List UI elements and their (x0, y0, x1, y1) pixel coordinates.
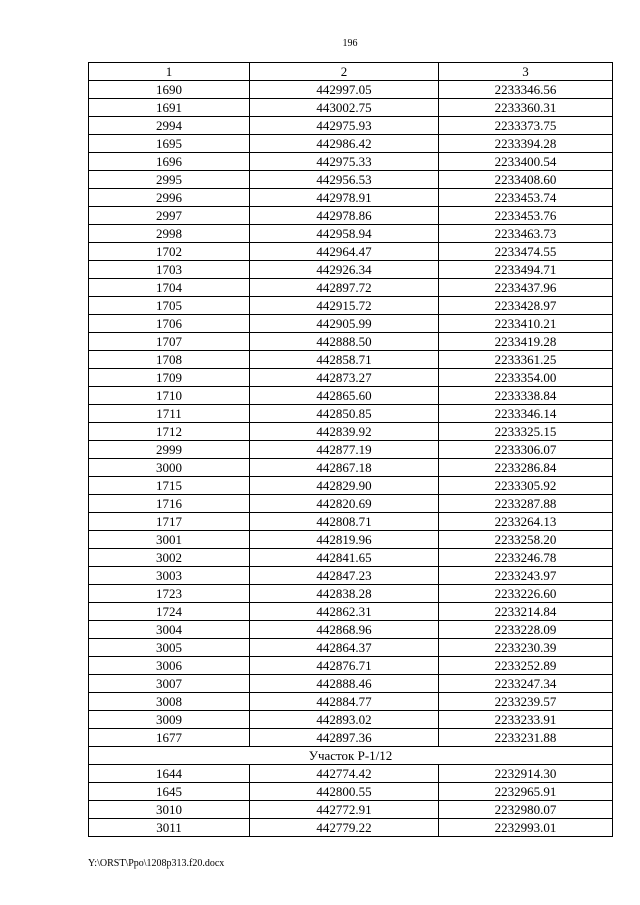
y-coordinate-cell: 2233361.25 (439, 351, 613, 369)
y-coordinate-cell: 2233230.39 (439, 639, 613, 657)
x-coordinate-cell: 442868.96 (250, 621, 439, 639)
table-row (89, 333, 613, 351)
y-coordinate-cell: 2233360.31 (439, 99, 613, 117)
x-coordinate-cell: 442964.47 (250, 243, 439, 261)
x-coordinate-cell: 442862.31 (250, 603, 439, 621)
y-coordinate-cell: 2233463.73 (439, 225, 613, 243)
section-row (89, 747, 613, 765)
x-coordinate-cell: 442839.92 (250, 423, 439, 441)
table-row (89, 621, 613, 639)
table-row (89, 765, 613, 783)
table-row (89, 477, 613, 495)
x-coordinate-cell: 442841.65 (250, 549, 439, 567)
table-row (89, 819, 613, 837)
x-coordinate-cell: 442864.37 (250, 639, 439, 657)
y-coordinate-cell: 2233428.97 (439, 297, 613, 315)
x-coordinate-cell: 442819.96 (250, 531, 439, 549)
point-number-cell: 1702 (89, 243, 250, 261)
page-number: 196 (342, 38, 358, 49)
point-number-cell: 1717 (89, 513, 250, 531)
point-number-cell: 2994 (89, 117, 250, 135)
section-title: Участок Р-1/12 (89, 747, 613, 765)
y-coordinate-cell: 2233231.88 (439, 729, 613, 747)
y-coordinate-cell: 2233453.74 (439, 189, 613, 207)
y-coordinate-cell: 2233252.89 (439, 657, 613, 675)
point-number-cell: 3001 (89, 531, 250, 549)
x-coordinate-cell: 442867.18 (250, 459, 439, 477)
table-row (89, 423, 613, 441)
point-number-cell: 2997 (89, 207, 250, 225)
point-number-cell: 1677 (89, 729, 250, 747)
x-coordinate-cell: 442873.27 (250, 369, 439, 387)
table-row (89, 783, 613, 801)
x-coordinate-cell: 442865.60 (250, 387, 439, 405)
x-coordinate-cell: 442978.86 (250, 207, 439, 225)
point-number-cell: 1716 (89, 495, 250, 513)
y-coordinate-cell: 2233373.75 (439, 117, 613, 135)
table-row (89, 261, 613, 279)
x-coordinate-cell: 442958.94 (250, 225, 439, 243)
x-coordinate-cell: 442838.28 (250, 585, 439, 603)
table-row (89, 153, 613, 171)
y-coordinate-cell: 2232980.07 (439, 801, 613, 819)
point-number-cell: 3009 (89, 711, 250, 729)
table-row (89, 207, 613, 225)
point-number-cell: 1723 (89, 585, 250, 603)
x-coordinate-cell: 442779.22 (250, 819, 439, 837)
y-coordinate-cell: 2233400.54 (439, 153, 613, 171)
table-header-row (89, 63, 613, 81)
point-number-cell: 1708 (89, 351, 250, 369)
y-coordinate-cell: 2233494.71 (439, 261, 613, 279)
point-number-cell: 1645 (89, 783, 250, 801)
coordinates-table (88, 62, 613, 837)
y-coordinate-cell: 2233394.28 (439, 135, 613, 153)
y-coordinate-cell: 2233246.78 (439, 549, 613, 567)
x-coordinate-cell: 442820.69 (250, 495, 439, 513)
point-number-cell: 3004 (89, 621, 250, 639)
point-number-cell: 2996 (89, 189, 250, 207)
table-row (89, 135, 613, 153)
table-row (89, 171, 613, 189)
table-row (89, 315, 613, 333)
column-header-3: 3 (439, 63, 613, 81)
y-coordinate-cell: 2233214.84 (439, 603, 613, 621)
x-coordinate-cell: 442858.71 (250, 351, 439, 369)
table-row (89, 801, 613, 819)
x-coordinate-cell: 442926.34 (250, 261, 439, 279)
x-coordinate-cell: 442986.42 (250, 135, 439, 153)
y-coordinate-cell: 2232993.01 (439, 819, 613, 837)
x-coordinate-cell: 442850.85 (250, 405, 439, 423)
point-number-cell: 1696 (89, 153, 250, 171)
table-row (89, 495, 613, 513)
x-coordinate-cell: 442772.91 (250, 801, 439, 819)
y-coordinate-cell: 2233226.60 (439, 585, 613, 603)
x-coordinate-cell: 442897.36 (250, 729, 439, 747)
table-row (89, 729, 613, 747)
point-number-cell: 3008 (89, 693, 250, 711)
y-coordinate-cell: 2233243.97 (439, 567, 613, 585)
y-coordinate-cell: 2233287.88 (439, 495, 613, 513)
x-coordinate-cell: 442975.93 (250, 117, 439, 135)
point-number-cell: 3000 (89, 459, 250, 477)
point-number-cell: 1707 (89, 333, 250, 351)
x-coordinate-cell: 442897.72 (250, 279, 439, 297)
table-row (89, 351, 613, 369)
footer-file-path: Y:\ORST\Ppo\1208p313.f20.docx (88, 858, 225, 869)
y-coordinate-cell: 2233346.14 (439, 405, 613, 423)
x-coordinate-cell: 442888.50 (250, 333, 439, 351)
point-number-cell: 3006 (89, 657, 250, 675)
table-row (89, 189, 613, 207)
y-coordinate-cell: 2233305.92 (439, 477, 613, 495)
table-row (89, 513, 613, 531)
point-number-cell: 1690 (89, 81, 250, 99)
x-coordinate-cell: 442774.42 (250, 765, 439, 783)
x-coordinate-cell: 442997.05 (250, 81, 439, 99)
point-number-cell: 1709 (89, 369, 250, 387)
point-number-cell: 3003 (89, 567, 250, 585)
point-number-cell: 2995 (89, 171, 250, 189)
table-row (89, 225, 613, 243)
point-number-cell: 1711 (89, 405, 250, 423)
x-coordinate-cell: 442893.02 (250, 711, 439, 729)
x-coordinate-cell: 442829.90 (250, 477, 439, 495)
table-body (89, 81, 613, 837)
y-coordinate-cell: 2233233.91 (439, 711, 613, 729)
table-row (89, 603, 613, 621)
table-row (89, 99, 613, 117)
point-number-cell: 3010 (89, 801, 250, 819)
x-coordinate-cell: 442808.71 (250, 513, 439, 531)
point-number-cell: 1706 (89, 315, 250, 333)
table-row (89, 387, 613, 405)
y-coordinate-cell: 2233410.21 (439, 315, 613, 333)
table-row (89, 117, 613, 135)
table-row (89, 279, 613, 297)
table-row (89, 657, 613, 675)
table-row (89, 369, 613, 387)
y-coordinate-cell: 2233264.13 (439, 513, 613, 531)
table-row (89, 297, 613, 315)
y-coordinate-cell: 2233408.60 (439, 171, 613, 189)
table-row (89, 243, 613, 261)
x-coordinate-cell: 442876.71 (250, 657, 439, 675)
x-coordinate-cell: 442956.53 (250, 171, 439, 189)
point-number-cell: 1695 (89, 135, 250, 153)
y-coordinate-cell: 2233325.15 (439, 423, 613, 441)
point-number-cell: 1710 (89, 387, 250, 405)
y-coordinate-cell: 2233419.28 (439, 333, 613, 351)
y-coordinate-cell: 2233354.00 (439, 369, 613, 387)
point-number-cell: 1705 (89, 297, 250, 315)
table-row (89, 459, 613, 477)
point-number-cell: 1703 (89, 261, 250, 279)
point-number-cell: 1712 (89, 423, 250, 441)
point-number-cell: 2999 (89, 441, 250, 459)
x-coordinate-cell: 443002.75 (250, 99, 439, 117)
x-coordinate-cell: 442884.77 (250, 693, 439, 711)
point-number-cell: 2998 (89, 225, 250, 243)
y-coordinate-cell: 2232965.91 (439, 783, 613, 801)
point-number-cell: 3002 (89, 549, 250, 567)
y-coordinate-cell: 2233306.07 (439, 441, 613, 459)
y-coordinate-cell: 2233247.34 (439, 675, 613, 693)
table-row (89, 405, 613, 423)
point-number-cell: 1724 (89, 603, 250, 621)
table-row (89, 549, 613, 567)
point-number-cell: 1704 (89, 279, 250, 297)
table-row (89, 693, 613, 711)
x-coordinate-cell: 442877.19 (250, 441, 439, 459)
table-row (89, 567, 613, 585)
y-coordinate-cell: 2233474.55 (439, 243, 613, 261)
y-coordinate-cell: 2233453.76 (439, 207, 613, 225)
y-coordinate-cell: 2233437.96 (439, 279, 613, 297)
point-number-cell: 3011 (89, 819, 250, 837)
point-number-cell: 1691 (89, 99, 250, 117)
column-header-2: 2 (250, 63, 439, 81)
x-coordinate-cell: 442847.23 (250, 567, 439, 585)
y-coordinate-cell: 2233258.20 (439, 531, 613, 549)
table-row (89, 531, 613, 549)
x-coordinate-cell: 442800.55 (250, 783, 439, 801)
table-row (89, 585, 613, 603)
table-row (89, 675, 613, 693)
table-row (89, 81, 613, 99)
column-header-1: 1 (89, 63, 250, 81)
y-coordinate-cell: 2232914.30 (439, 765, 613, 783)
y-coordinate-cell: 2233228.09 (439, 621, 613, 639)
y-coordinate-cell: 2233346.56 (439, 81, 613, 99)
table-row (89, 639, 613, 657)
x-coordinate-cell: 442978.91 (250, 189, 439, 207)
x-coordinate-cell: 442888.46 (250, 675, 439, 693)
point-number-cell: 3007 (89, 675, 250, 693)
table-row (89, 441, 613, 459)
point-number-cell: 3005 (89, 639, 250, 657)
y-coordinate-cell: 2233239.57 (439, 693, 613, 711)
x-coordinate-cell: 442905.99 (250, 315, 439, 333)
x-coordinate-cell: 442975.33 (250, 153, 439, 171)
y-coordinate-cell: 2233286.84 (439, 459, 613, 477)
x-coordinate-cell: 442915.72 (250, 297, 439, 315)
point-number-cell: 1715 (89, 477, 250, 495)
point-number-cell: 1644 (89, 765, 250, 783)
table-row (89, 711, 613, 729)
y-coordinate-cell: 2233338.84 (439, 387, 613, 405)
